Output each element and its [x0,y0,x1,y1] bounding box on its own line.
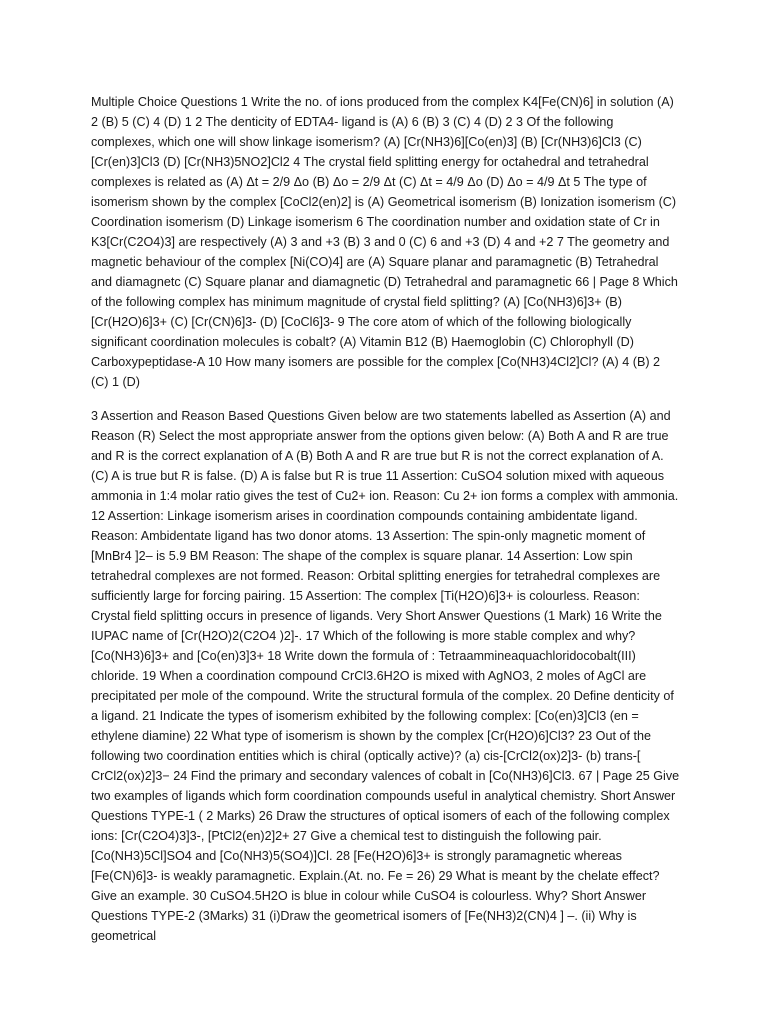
paragraph-assertion-reason: 3 Assertion and Reason Based Questions Given below are two statements labelled as Assertion (A) and Reason (R) Select the most appropriate answer from the options given below: (A) Both A and R are true and R is the correct explanation of A (B) Both A and R are true but R is not the correct explanation of A. (C) A is true but R is false. (D) A is false but R is true 11 Assertion: CuSO4 solution mixed with aqueous ammonia in 1:4 molar ratio gives the test of Cu2+ ion. Reason: Cu 2+ ion forms a complex with ammonia. 12 Assertion: Linkage isomerism arises in coordination compounds containing ambidentate ligand. Reason: Ambidentate ligand has two donor atoms. 13 Assertion: The spin-only magnetic moment of [MnBr4 ]2– is 5.9 BM Reason: The shape of the complex is square planar. 14 Assertion: Low spin tetrahedral complexes are not formed. Reason: Orbital splitting energies for tetrahedral complexes are sufficiently large for forcing pairing. 15 Assertion: The complex [Ti(H2O)6]3+ is colourless. Reason: Crystal field splitting occurs in presence of ligands. Very Short Answer Questions (1 Mark) 16 Write the IUPAC name of [Cr(H2O)2(C2O4 )2]-. 17 Which of the following is more stable complex and why? [Co(NH3)6]3+ and [Co(en)3]3+ 18 Write down the formula of : Tetraamminеaquachloridocobalt(III) chloride. 19 When a coordination compound CrCl3.6H2O is mixed with AgNO3, 2 moles of AgCl are precipitated per mole of the compound. Write the structural formula of the complex. 20 Define denticity of a ligand. 21 Indicate the types of isomerism exhibited by the following complex: [Co(en)3]Cl3 (en = ethylene diamine) 22 What type of isomerism is shown by the complex [Cr(H2O)6]Cl3? 23 Out of the following two coordination entities which is chiral (optically active)? (a) cis-[CrCl2(ox)2]3- (b) trans-[ CrCl2(ox)2]3− 24 Find the primary and secondary valences of cobalt in [Co(NH3)6]Cl3. 67 | Page 25 Give two examples of ligands which form coordination compounds useful in analytical chemistry. Short Answer Questions TYPE-1 ( 2 Marks) 26 Draw the structures of optical isomers of each of the following complex ions: [Cr(C2O4)3]3-, [PtCl2(en)2]2+ 27 Give a chemical test to distinguish the following pair. [Co(NH3)5Cl]SO4 and [Co(NH3)5(SO4)]Cl. 28 [Fe(H2O)6]3+ is strongly paramagnetic whereas [Fe(CN)6]3- is weakly paramagnetic. Explain.(At. no. Fe = 26) 29 What is meant by the chelate effect? Give an example. 30 CuSO4.5H2O is blue in colour while CuSO4 is colourless. Why? Short Answer Questions TYPE-2 (3Marks) 31 (i)Draw the geometrical isomers of [Fe(NH3)2(CN)4 ] –. (ii) Why is geometrical [91,409,680,943]
document-page [91,92,680,946]
paragraph-multiple-choice: Multiple Choice Questions 1 Write the no. of ions produced from the complex K4[Fe(CN)6] in solution (A) 2 (B) 5 (C) 4 (D) 1 2 The denticity of EDTA4- ligand is (A) 6 (B) 3 (C) 4 (D) 2 3 Of the following complexes, which one will show linkage isomerism? (A) [Cr(NH3)6][Co(en)3] (B) [Cr(NH3)6]Cl3 (C) [Cr(en)3]Cl3 (D) [Cr(NH3)5NO2]Cl2 4 The crystal field splitting energy for octahedral and tetrahedral complexes is related as (A) Δt = 2/9 Δo (B) Δo = 2/9 Δt (C) Δt = 4/9 Δo (D) Δo = 4/9 Δt 5 The type of isomerism shown by the complex [CoCl2(en)2] is (A) Geometrical isomerism (B) Ionization isomerism (C) Coordination isomerism (D) Linkage isomerism 6 The coordination number and oxidation state of Cr in K3[Cr(C2O4)3] are respectively (A) 3 and +3 (B) 3 and 0 (C) 6 and +3 (D) 4 and +2 7 The geometry and magnetic behaviour of the complex [Ni(CO)4] are (A) Square planar and paramagnetic (B) Tetrahedral and diamagnetc (C) Square planar and diamagnetic (D) Tetrahedral and paramagnetic 66 | Page 8 Which of the following complex has minimum magnitude of crystal field splitting? (A) [Co(NH3)6]3+ (B) [Cr(H2O)6]3+ (C) [Cr(CN)6]3- (D) [CoCl6]3- 9 The core atom of which of the following biologically significant coordination molecules is cobalt? (A) Vitamin B12 (B) Haemoglobin (C) Chlorophyll (D) Carboxypeptidase-A 10 How many isomers are possible for the complex [Co(NH3)4Cl2]Cl? (A) 4 (B) 2 (C) 1 (D) [91,95,678,389]
